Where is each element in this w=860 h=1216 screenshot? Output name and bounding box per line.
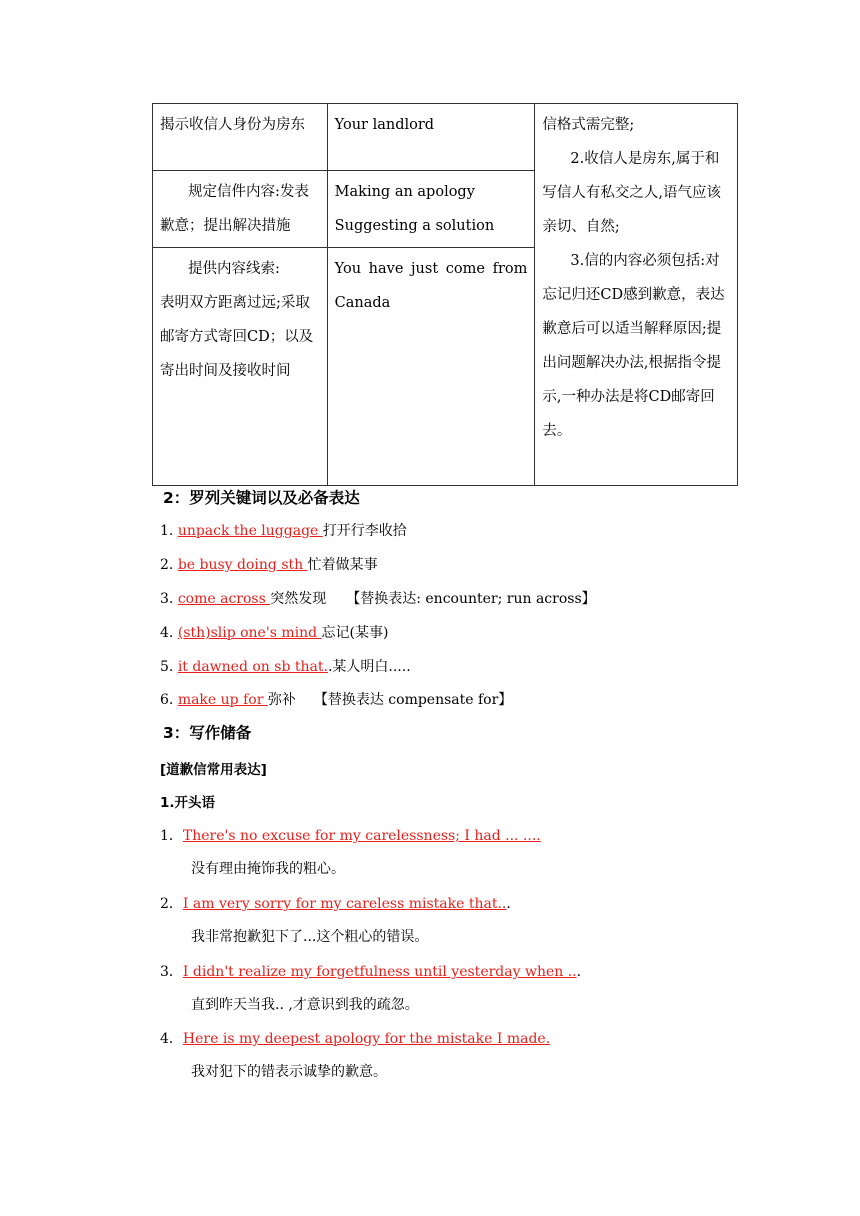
cell-text: 表明双方距离过远;采取邮寄方式寄回CD；以及寄出时间及接收时间: [160, 295, 314, 379]
table-cell: [327, 171, 535, 248]
list-item: [160, 656, 411, 676]
item-english: it dawned on sb that.: [177, 659, 328, 675]
list-item: [160, 689, 512, 709]
item-english: come across: [177, 591, 271, 607]
notes-cell: [535, 104, 738, 486]
list-item: [160, 961, 581, 981]
item-translation: 没有理由掩饰我的粗心。: [191, 861, 345, 877]
table-cell: [327, 104, 535, 171]
letter-analysis-table: [152, 103, 738, 486]
item-chinese: 忙着做某事: [307, 557, 378, 573]
item-chinese: 忘记(某事): [321, 625, 389, 641]
item-number: 4．: [160, 1031, 183, 1047]
item-chinese: 打开行李收拾: [322, 523, 407, 539]
table-cell: [153, 104, 328, 171]
cell-text: 规定信件内容:发表歉意；提出解决措施: [160, 184, 309, 234]
list-item: [160, 588, 596, 608]
table-cell: [153, 171, 328, 248]
item-translation: 直到昨天当我.. ,才意识到我的疏忽。: [191, 997, 419, 1013]
item-english: (sth)slip one's mind: [177, 625, 322, 641]
note-text: 3.信的内容必须包括:对忘记归还CD感到歉意，表达歉意后可以适当解释原因;提出问题解决办法,根据指令提示,一种办法是将CD邮寄回去。: [542, 253, 725, 439]
cell-text: Your landlord: [334, 117, 435, 133]
item-english: Here is my deepest apology for the mistake I made.: [182, 1031, 551, 1047]
cell-text: 提供内容线索:: [188, 261, 280, 277]
item-chinese: .某人明白.....: [327, 659, 411, 675]
item-english: I didn't realize my forgetfulness until yesterday when ..: [182, 964, 577, 980]
item-translation: 我对犯下的错表示诚挚的歉意。: [191, 1064, 387, 1080]
section-title: 3：写作储备: [163, 724, 252, 742]
item-english: make up for: [177, 692, 268, 708]
item-alternative: 【替换表达: encounter; run across】: [346, 591, 596, 607]
cell-text: 揭示收信人身份为房东: [160, 117, 305, 133]
section-title: 2：罗列关键词以及必备表达: [163, 489, 360, 507]
note-text: 2.收信人是房东,属于和写信人有私交之人,语气应该亲切、自然;: [542, 151, 721, 235]
item-tail: .: [576, 964, 582, 980]
item-translation: 我非常抱歉犯下了...这个粗心的错误。: [191, 929, 429, 945]
list-item: [160, 1028, 550, 1048]
item-number: 5.: [160, 659, 178, 675]
item-number: 1.: [160, 523, 178, 539]
cell-text: Making an apology: [334, 184, 475, 200]
item-tail: .: [506, 896, 511, 912]
list-item: [160, 554, 378, 574]
list-item: [160, 622, 388, 642]
item-chinese: 突然发现: [270, 591, 327, 607]
subsection-title: [道歉信常用表达]: [160, 762, 267, 778]
list-item: [160, 893, 511, 913]
item-number: 6.: [160, 692, 178, 708]
list-item: [160, 825, 541, 845]
list-item: [160, 520, 407, 540]
item-chinese: 弥补: [267, 692, 296, 708]
item-alternative: 【替换表达 compensate for】: [313, 692, 513, 708]
note-text: 信格式需完整;: [542, 117, 635, 133]
item-number: 3.: [160, 591, 178, 607]
cell-text: You have just come from Canada: [334, 261, 528, 311]
item-number: 3．: [160, 964, 183, 980]
subsection-heading: 1.开头语: [160, 795, 216, 811]
item-english: There's no excuse for my carelessness; I had ... ....: [182, 828, 541, 844]
item-english: be busy doing sth: [177, 557, 308, 573]
item-english: I am very sorry for my careless mistake that..: [182, 896, 507, 912]
item-number: 2.: [160, 557, 178, 573]
item-number: 1．: [160, 828, 183, 844]
table-cell: [327, 248, 535, 486]
item-english: unpack the luggage: [177, 523, 323, 539]
item-number: 2．: [160, 896, 183, 912]
table-cell: [153, 248, 328, 486]
cell-text: Suggesting a solution: [334, 218, 495, 234]
item-number: 4.: [160, 625, 178, 641]
